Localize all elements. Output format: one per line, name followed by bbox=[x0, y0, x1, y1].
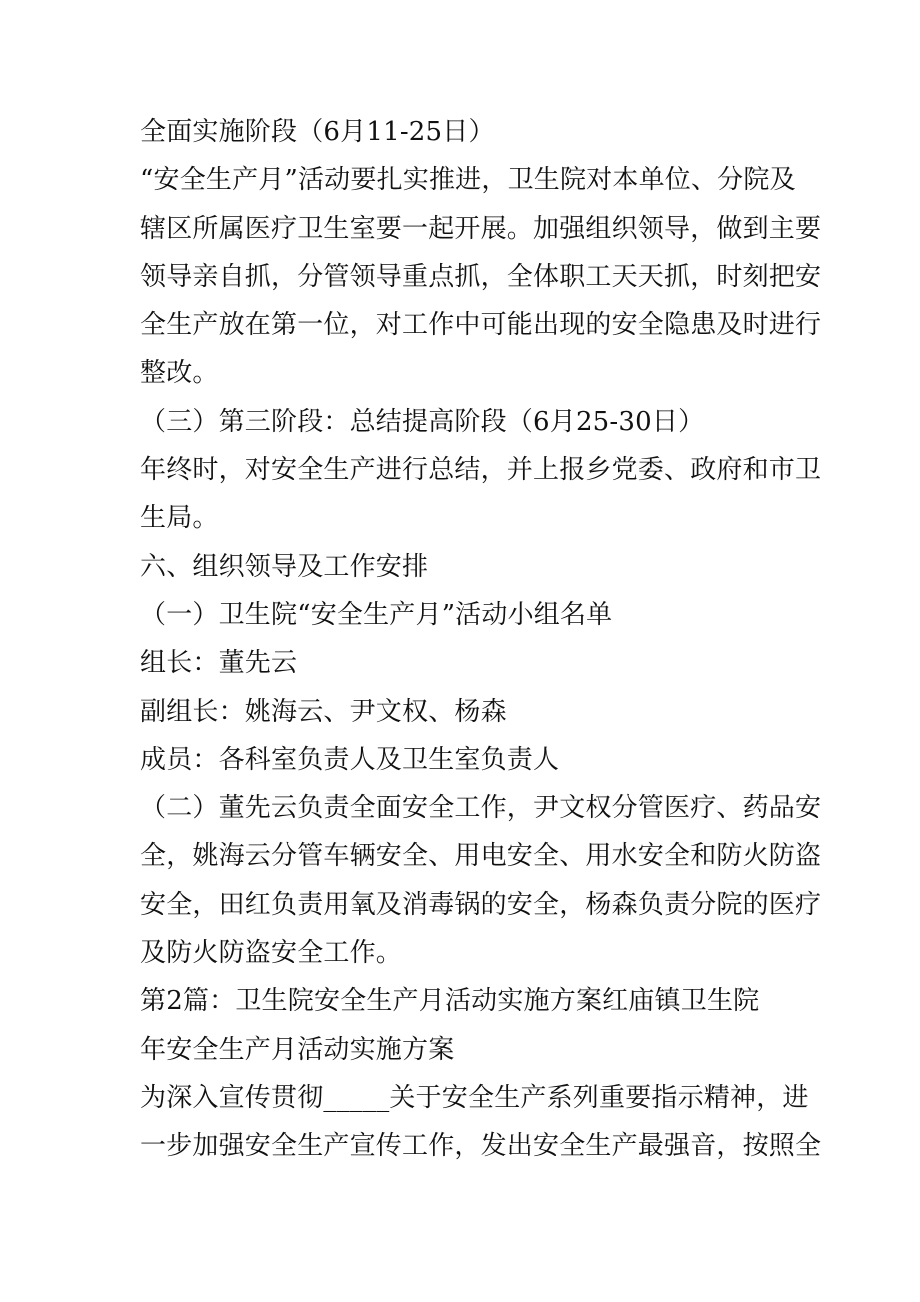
document-body bbox=[140, 108, 822, 1171]
text-line: 年终时，对安全生产进行总结，并上报乡党委、政府和市卫 bbox=[140, 455, 822, 486]
text-line: 及防火防盗安全工作。 bbox=[140, 938, 403, 969]
text-line: 生局。 bbox=[140, 503, 219, 534]
text-line: 为深入宣传贯彻_____关于安全生产系列重要指示精神，进 bbox=[140, 1082, 809, 1113]
article-title: 年安全生产月活动实施方案 bbox=[140, 1034, 455, 1065]
text-line: 辖区所属医疗卫生室要一起开展。加强组织领导，做到主要 bbox=[140, 213, 822, 244]
text-line: 副组长：姚海云、尹文权、杨森 bbox=[140, 696, 507, 727]
text-line: 全生产放在第一位，对工作中可能出现的安全隐患及时进行 bbox=[140, 310, 822, 341]
text-line: 安全，田红负责用氧及消毒锅的安全，杨森负责分院的医疗 bbox=[140, 889, 822, 920]
text-line: “安全生产月”活动要扎实推进，卫生院对本单位、分院及 bbox=[140, 165, 796, 196]
section-heading: （三）第三阶段：总结提高阶段（6月25-30日） bbox=[140, 406, 705, 437]
section-heading: （一）卫生院“安全生产月”活动小组名单 bbox=[140, 599, 613, 630]
text-line: 全，姚海云分管车辆安全、用电安全、用水安全和防火防盗 bbox=[140, 841, 822, 872]
section-heading: 六、组织领导及工作安排 bbox=[140, 551, 429, 582]
text-line: 领导亲自抓，分管领导重点抓，全体职工天天抓，时刻把安 bbox=[140, 261, 822, 292]
text-line: 整改。 bbox=[140, 358, 219, 389]
article-title: 第2篇：卫生院安全生产月活动实施方案红庙镇卫生院 bbox=[140, 986, 760, 1017]
text-line: 一步加强安全生产宣传工作，发出安全生产最强音，按照全 bbox=[140, 1131, 822, 1162]
text-line: 组长：董先云 bbox=[140, 648, 298, 679]
text-line: （二）董先云负责全面安全工作，尹文权分管医疗、药品安 bbox=[140, 793, 822, 824]
text-line: 全面实施阶段（6月11-25日） bbox=[140, 117, 495, 147]
text-line: 成员：各科室负责人及卫生室负责人 bbox=[140, 744, 560, 775]
